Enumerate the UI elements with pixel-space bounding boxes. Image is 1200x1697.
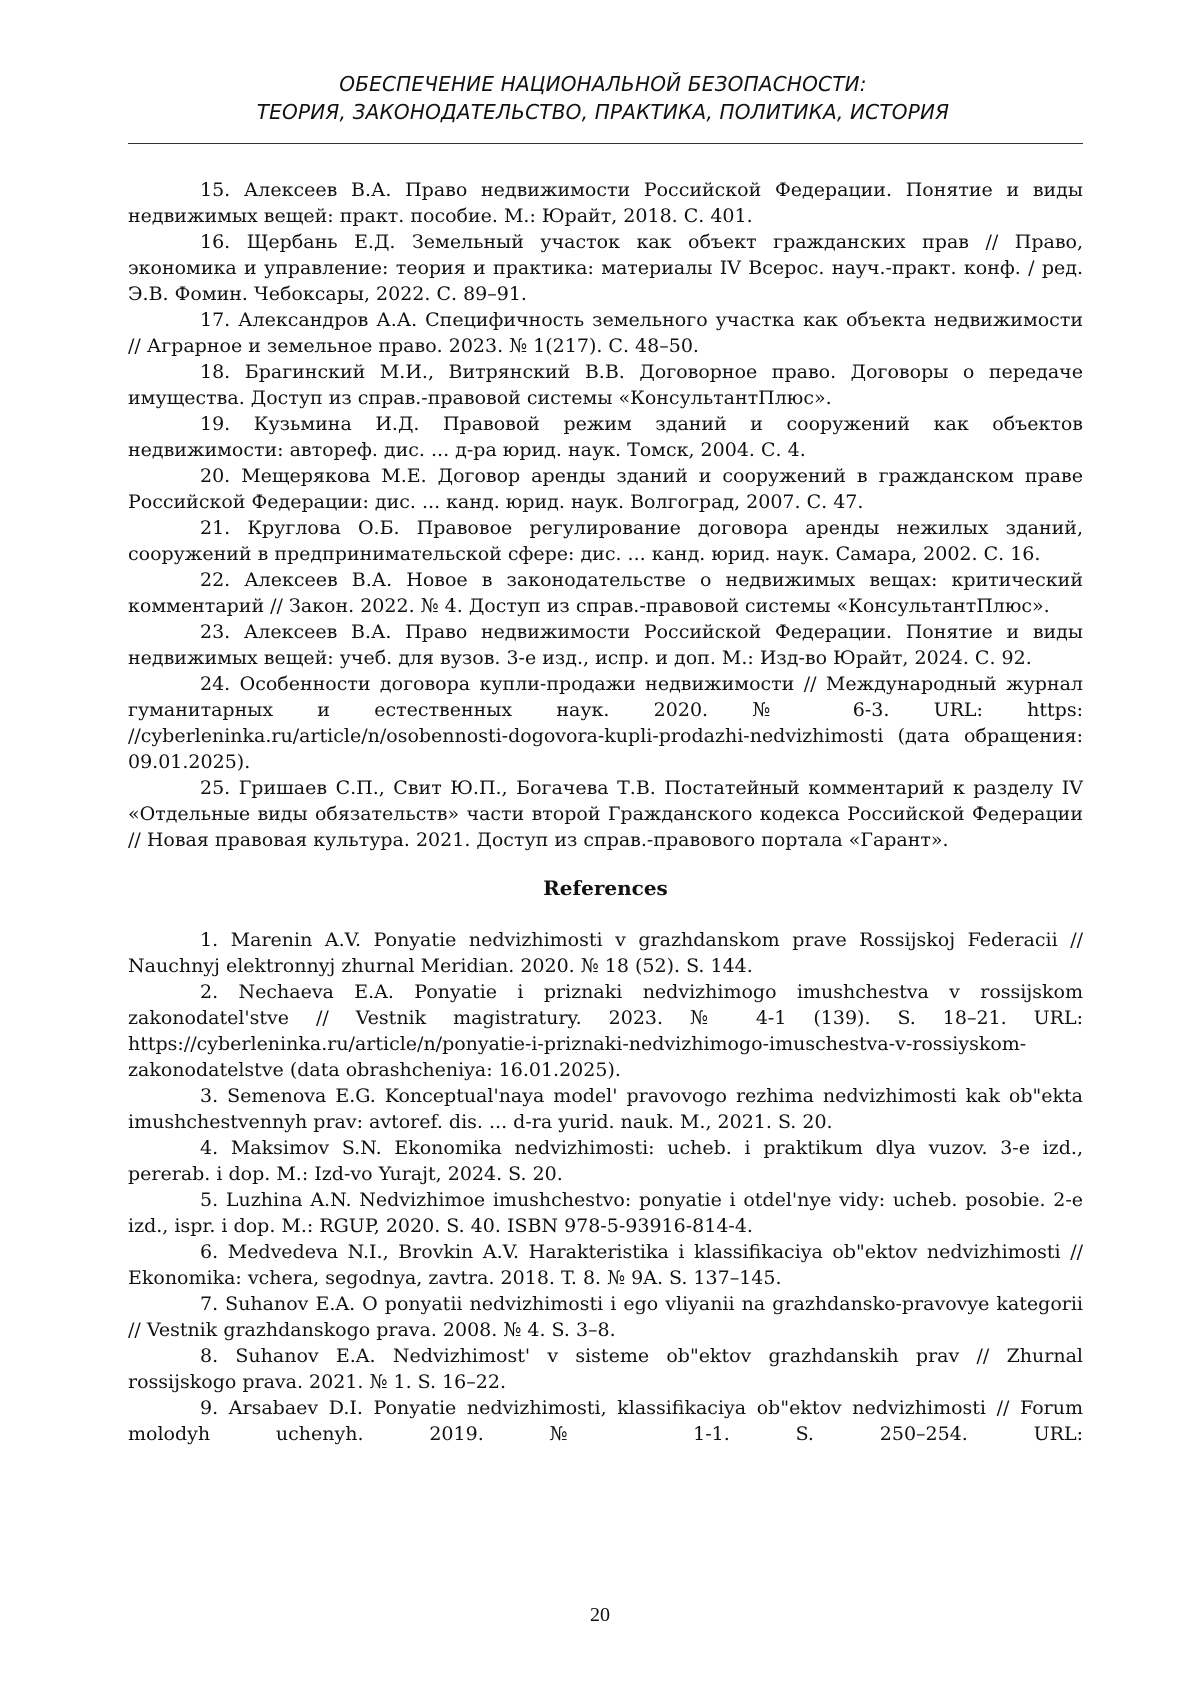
reference-ru-24: 24. Особенности договора купли-продажи недвижимости // Международный журнал гуманитарных и естественных наук. 2020. № 6-3. URL: https: //cyberleninka.ru/article/n/osobennosti-dogovora-kupli-prodazhi-nedvizhimosti (дата обращения: 09.01.2025).: [128, 673, 1083, 773]
reference-en-2: 2. Nechaeva E.A. Ponyatie i priznaki nedvizhimogo imushchestva v rossijskom zakonodatel'stve // Vestnik magistratury. 2023. № 4-1 (139). S. 18–21. URL: https://cyberleninka.ru/article/n/ponyatie-i-priznaki-nedvizhimogo-imuschestva-v-rossiyskom-zakonodatelstve (data obrashcheniya: 16.01.2025).: [128, 981, 1083, 1081]
reference-ru-25: 25. Гришаев С.П., Свит Ю.П., Богачева Т.В. Постатейный комментарий к разделу IV «Отдельные виды обязательств» части второй Гражданского кодекса Российской Федерации // Новая правовая культура. 2021. Доступ из справ.-правового портала «Гарант».: [128, 777, 1083, 851]
running-header: [128, 70, 1078, 126]
reference-ru-16: 16. Щербань Е.Д. Земельный участок как объект гражданских прав // Право, экономика и управление: теория и практика: материалы IV Всерос. науч.-практ. конф. / ред. Э.В. Фомин. Чебоксары, 2022. С. 89–91.: [128, 231, 1083, 305]
reference-ru-17: 17. Александров А.А. Специфичность земельного участка как объекта недвижимости // Аграрное и земельное право. 2023. № 1(217). С. 48–50.: [128, 309, 1083, 357]
bibliography: [128, 177, 1083, 1447]
running-header-line-1: ОБЕСПЕЧЕНИЕ НАЦИОНАЛЬНОЙ БЕЗОПАСНОСТИ:: [339, 72, 867, 96]
reference-en-8: 8. Suhanov E.A. Nedvizhimost' v sisteme ob"ektov grazhdanskih prav // Zhurnal rossijskogo prava. 2021. № 1. S. 16–22.: [128, 1345, 1083, 1393]
reference-ru-23: 23. Алексеев В.А. Право недвижимости Российской Федерации. Понятие и виды недвижимых вещей: учеб. для вузов. 3-е изд., испр. и доп. М.: Изд-во Юрайт, 2024. С. 92.: [128, 621, 1083, 669]
reference-ru-19: 19. Кузьмина И.Д. Правовой режим зданий и сооружений как объектов недвижимости: автореф. дис. ... д-ра юрид. наук. Томск, 2004. С. 4.: [128, 413, 1083, 461]
running-header-line-2: ТЕОРИЯ, ЗАКОНОДАТЕЛЬСТВО, ПРАКТИКА, ПОЛИТИКА, ИСТОРИЯ: [256, 100, 950, 124]
reference-en-7: 7. Suhanov E.A. O ponyatii nedvizhimosti i ego vliyanii na grazhdansko-pravovye kategorii // Vestnik grazhdanskogo prava. 2008. № 4. S. 3–8.: [128, 1293, 1083, 1341]
page-number: 20: [590, 1604, 610, 1626]
reference-en-4: 4. Maksimov S.N. Ekonomika nedvizhimosti: ucheb. i praktikum dlya vuzov. 3-e izd., pererab. i dop. M.: Izd-vo Yurajt, 2024. S. 20.: [128, 1137, 1083, 1185]
header-rule: [128, 143, 1083, 144]
reference-en-3: 3. Semenova E.G. Konceptual'naya model' pravovogo rezhima nedvizhimosti kak ob"ekta imushchestvennyh prav: avtoref. dis. ... d-ra yurid. nauk. M., 2021. S. 20.: [128, 1085, 1083, 1133]
reference-en-5: 5. Luzhina A.N. Nedvizhimoe imushchestvo: ponyatie i otdel'nye vidy: ucheb. posobie. 2-e izd., ispr. i dop. M.: RGUP, 2020. S. 40. ISBN 978-5-93916-814-4.: [128, 1189, 1083, 1237]
reference-en-1: 1. Marenin A.V. Ponyatie nedvizhimosti v grazhdanskom prave Rossijskoj Federacii // Nauchnyj elektronnyj zhurnal Meridian. 2020. № 18 (52). S. 144.: [128, 929, 1083, 977]
references-heading: References: [543, 876, 668, 900]
reference-ru-22: 22. Алексеев В.А. Новое в законодательстве о недвижимых вещах: критический комментарий // Закон. 2022. № 4. Доступ из справ.-правовой системы «КонсультантПлюс».: [128, 569, 1083, 617]
reference-ru-15: 15. Алексеев В.А. Право недвижимости Российской Федерации. Понятие и виды недвижимых вещей: практ. пособие. М.: Юрайт, 2018. С. 401.: [128, 179, 1083, 227]
reference-ru-21: 21. Круглова О.Б. Правовое регулирование договора аренды нежилых зданий, сооружений в предпринимательской сфере: дис. ... канд. юрид. наук. Самара, 2002. С. 16.: [128, 517, 1083, 565]
reference-en-9: 9. Arsabaev D.I. Ponyatie nedvizhimosti, klassifikaciya ob"ektov nedvizhimosti // Forum molodyh uchenyh. 2019. № 1-1. S. 250–254. URL:: [128, 1397, 1083, 1445]
reference-en-6: 6. Medvedeva N.I., Brovkin A.V. Harakteristika i klassifikaciya ob"ektov nedvizhimosti // Ekonomika: vchera, segodnya, zavtra. 2018. T. 8. № 9A. S. 137–145.: [128, 1241, 1083, 1289]
reference-ru-20: 20. Мещерякова М.Е. Договор аренды зданий и сооружений в гражданском праве Российской Федерации: дис. ... канд. юрид. наук. Волгоград, 2007. С. 47.: [128, 465, 1083, 513]
reference-ru-18: 18. Брагинский М.И., Витрянский В.В. Договорное право. Договоры о передаче имущества. Доступ из справ.-правовой системы «КонсультантПлюс».: [128, 361, 1083, 409]
